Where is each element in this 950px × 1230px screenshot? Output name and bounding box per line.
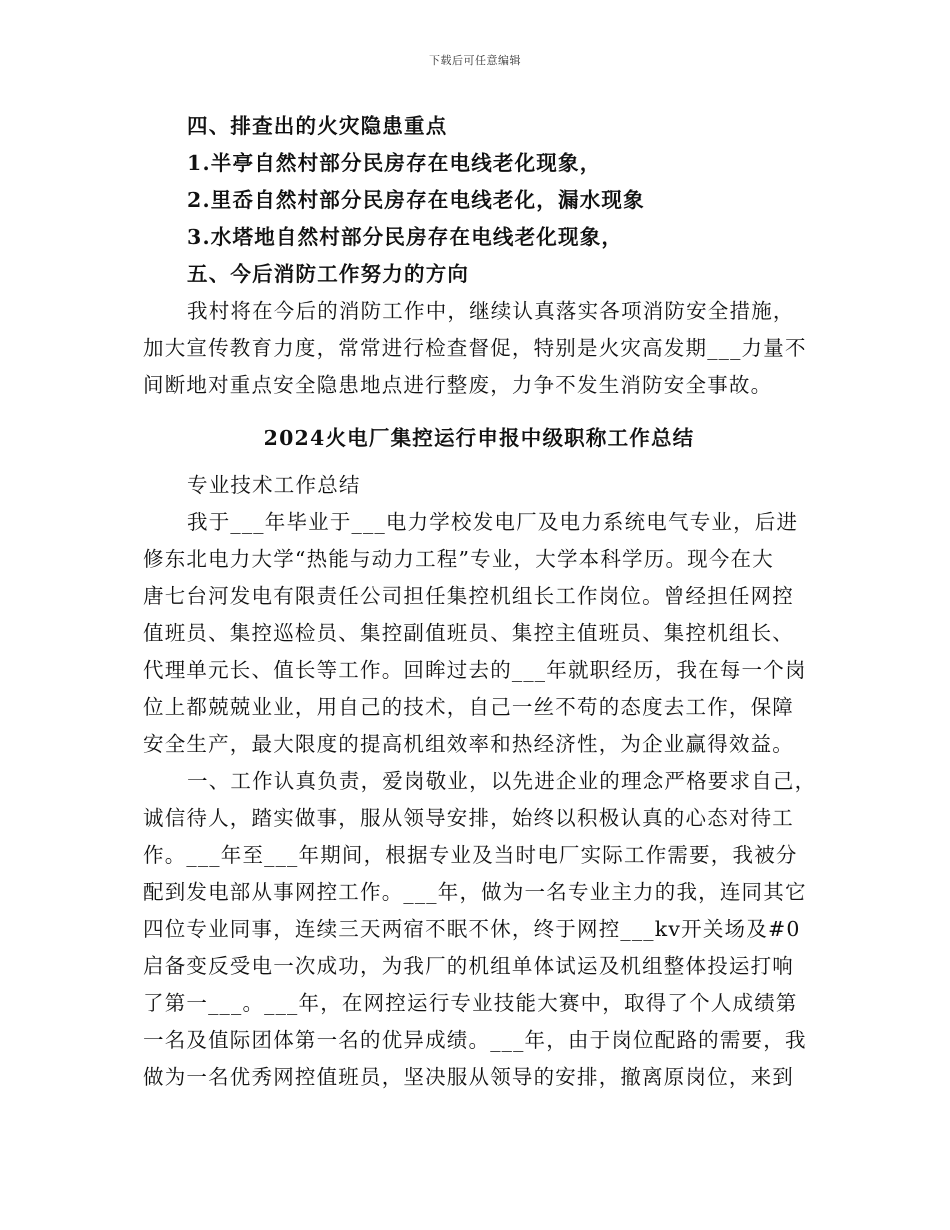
paragraph-line: 修东北电力大学“热能与动力工程”专业，大学本科学历。现今在大 <box>143 547 774 571</box>
paragraph-line: 一、工作认真负责，爱岗敬业，以先进企业的理念严格要求自己， <box>187 769 817 793</box>
paragraph-line: 代理单元长、值长等工作。回眸过去的___年就职经历，我在每一个岗 <box>143 658 807 682</box>
paragraph-line: 诚信待人，踏实做事，服从领导安排，始终以积极认真的心态对待工 <box>143 806 794 830</box>
paragraph-line: 位上都兢兢业业，用自己的技术，自己一丝不苟的态度去工作，保障 <box>143 695 794 719</box>
section-heading: 四、排查出的火灾隐患重点 <box>187 114 448 138</box>
paragraph-line: 作。___年至___年期间，根据专业及当时电厂实际工作需要，我被分 <box>143 843 798 867</box>
paragraph-line: 我村将在今后的消防工作中，继续认真落实各项消防安全措施， <box>187 299 795 323</box>
paragraph-line: 安全生产，最大限度的提高机组效率和热经济性，为企业赢得效益。 <box>143 732 794 756</box>
list-item: 2.里岙自然村部分民房存在电线老化，漏水现象 <box>187 188 645 212</box>
paragraph-line: 一名及值际团体第一名的优异成绩。___年，由于岗位配路的需要，我 <box>143 1028 807 1052</box>
section-heading: 五、今后消防工作努力的方向 <box>187 262 470 286</box>
paragraph-line: 四位专业同事，连续三天两宿不眠不休，终于网控___kv开关场及#0 <box>143 917 801 941</box>
article-title: 2024火电厂集控运行申报中级职称工作总结 <box>263 426 695 450</box>
document-body <box>143 108 815 1096</box>
paragraph-line: 间断地对重点安全隐患地点进行整废，力争不发生消防安全事故。 <box>143 373 773 397</box>
list-item: 1.半亭自然村部分民房存在电线老化现象， <box>187 151 602 175</box>
paragraph-line: 值班员、集控巡检员、集控副值班员、集控主值班员、集控机组长、 <box>143 621 794 645</box>
paragraph-line: 了第一___。___年，在网控运行专业技能大赛中，取得了个人成绩第 <box>143 991 798 1015</box>
paragraph-line: 启备变反受电一次成功，为我厂的机组单体试运及机组整体投运打响 <box>143 954 794 978</box>
paragraph-line: 加大宣传教育力度，常常进行检查督促，特别是火灾高发期___力量不 <box>143 336 807 360</box>
list-item: 3.水塔地自然村部分民房存在电线老化现象， <box>187 225 624 249</box>
article-subtitle: 专业技术工作总结 <box>187 473 361 497</box>
paragraph-line: 我于___年毕业于___电力学校发电厂及电力系统电气专业，后进 <box>187 510 799 534</box>
paragraph-line: 唐七台河发电有限责任公司担任集控机组长工作岗位。曾经担任网控 <box>143 584 794 608</box>
page-header: 下载后可任意编辑 <box>429 54 521 67</box>
paragraph-line: 做为一名优秀网控值班员，坚决服从领导的安排，撤离原岗位，来到 <box>143 1065 794 1089</box>
paragraph-line: 配到发电部从事网控工作。___年，做为一名专业主力的我，连同其它 <box>143 880 807 904</box>
